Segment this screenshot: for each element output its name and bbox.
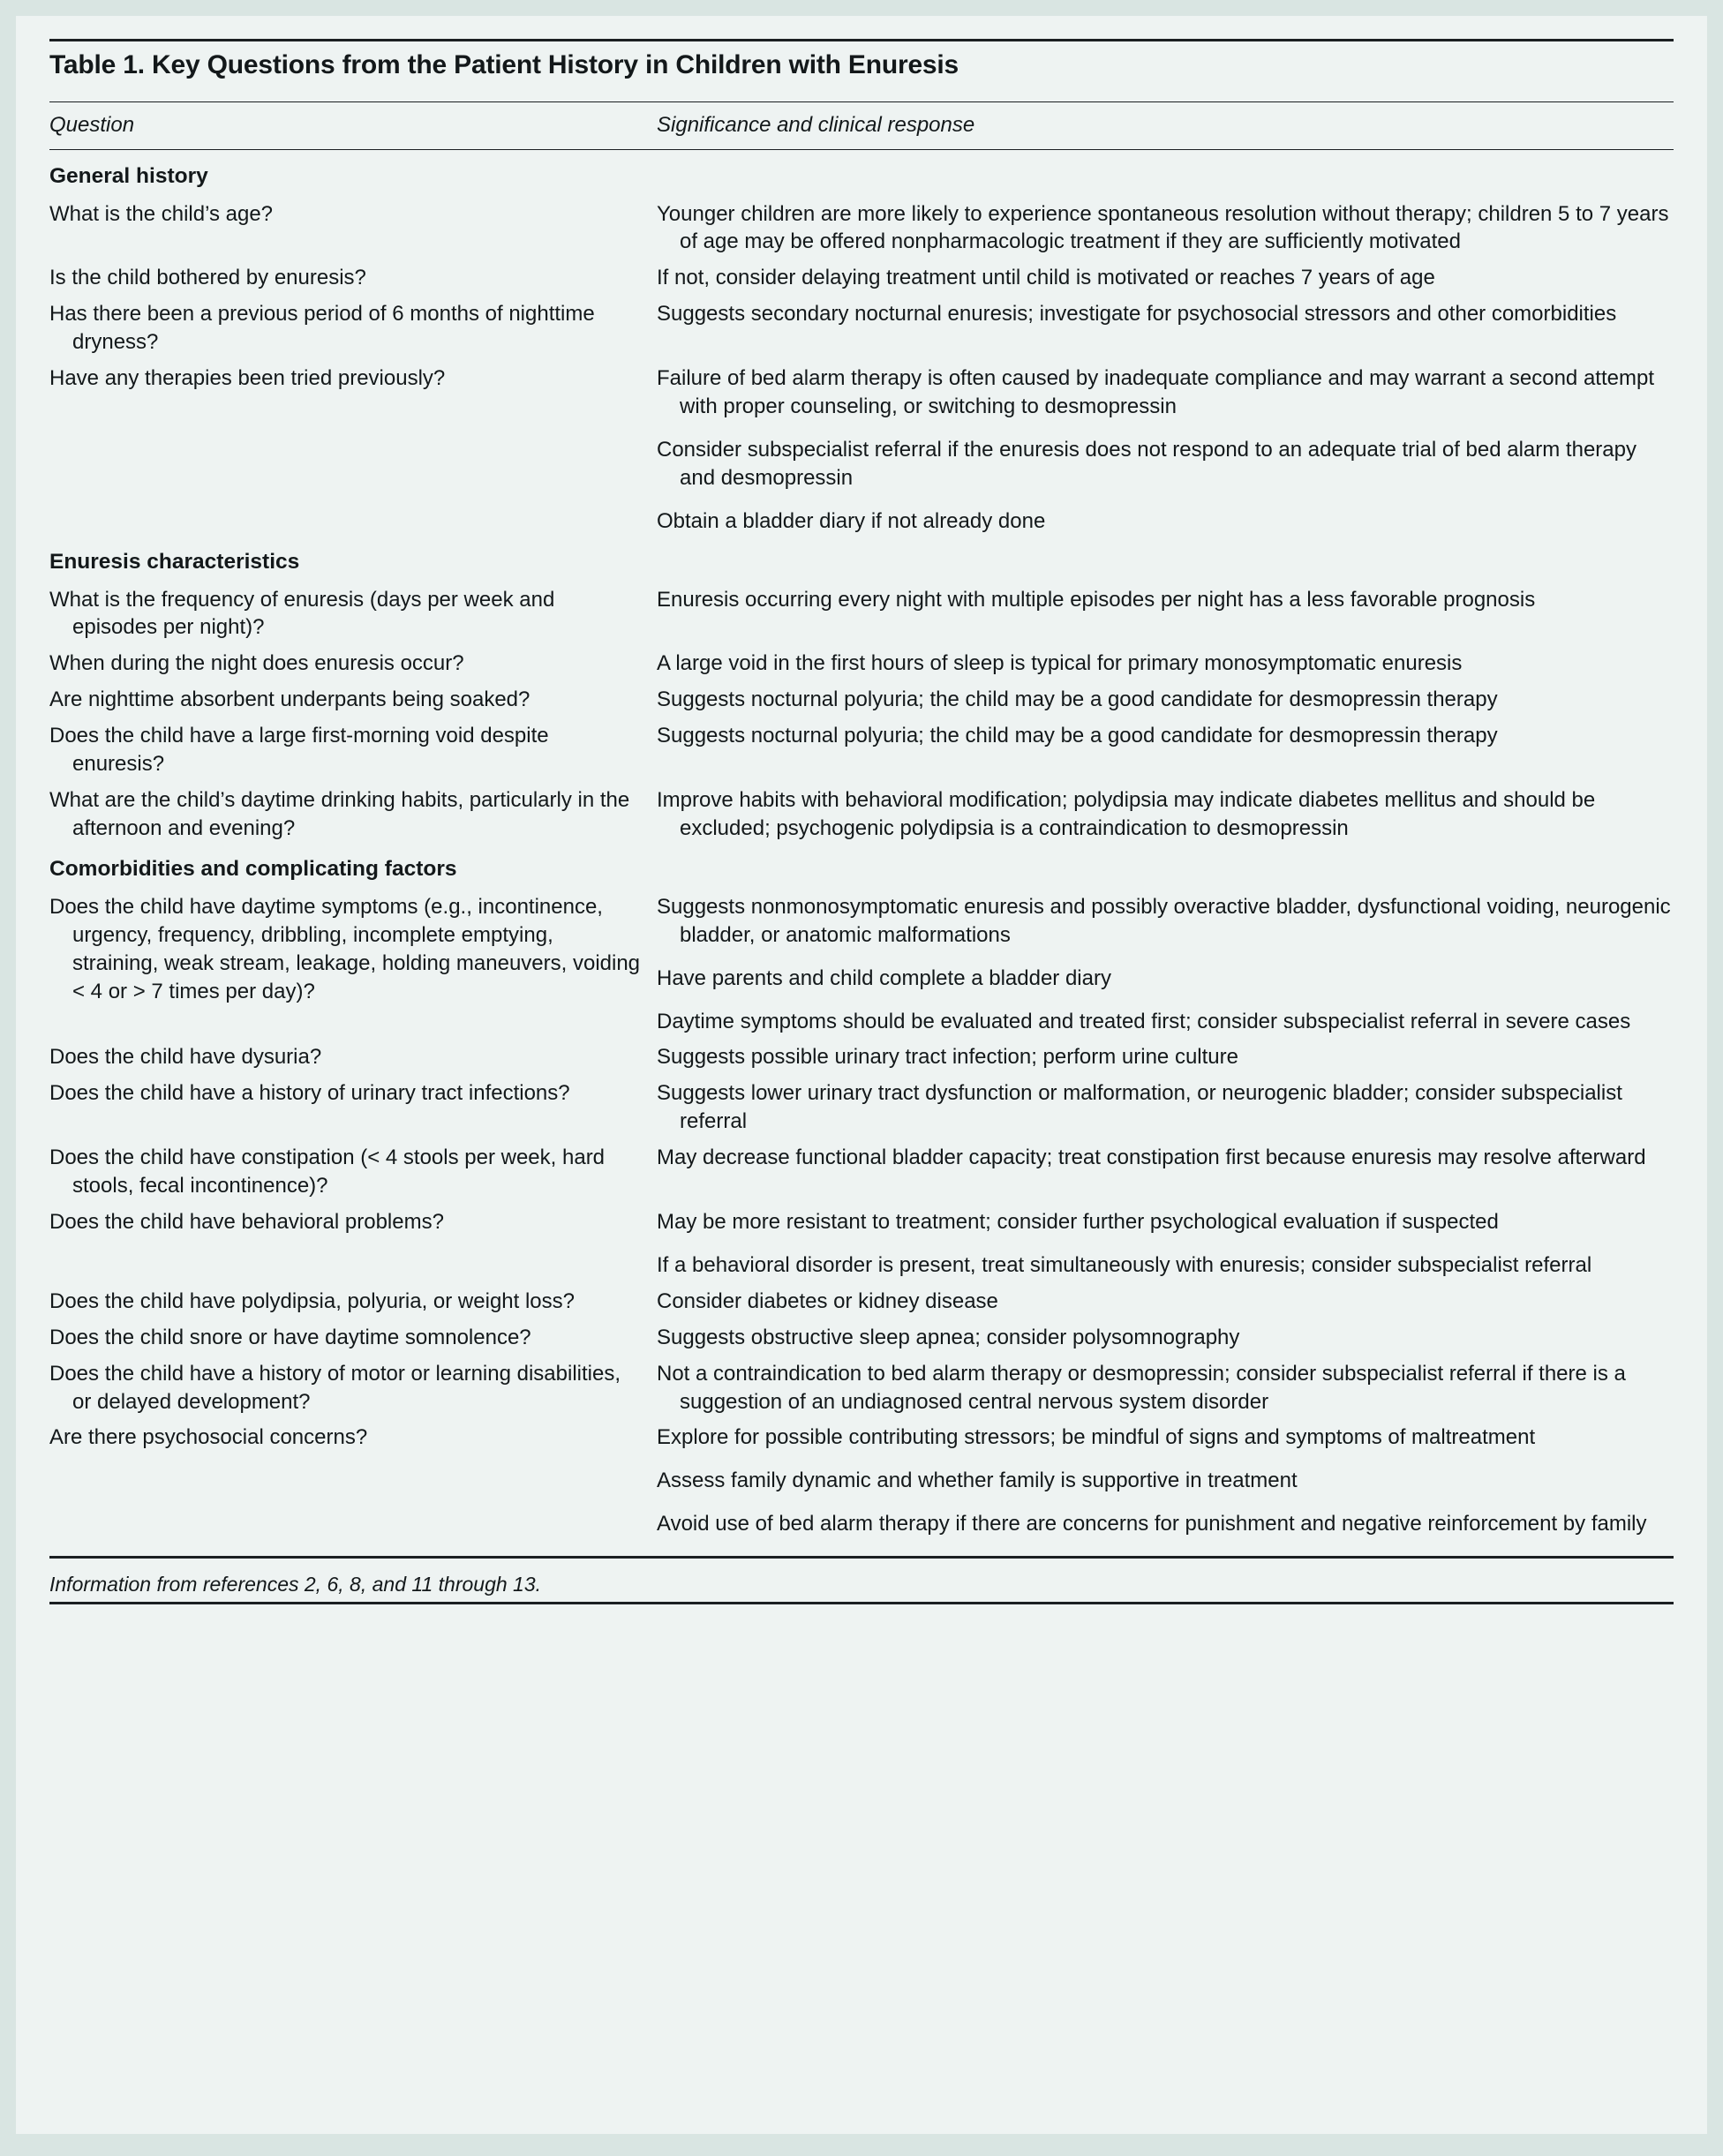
question-text: Does the child have a history of urinary tract infections? (49, 1081, 570, 1106)
response-cell (657, 300, 1674, 328)
question-cell (49, 586, 657, 642)
table-title: Table 1. Key Questions from the Patient History in Children with Enuresis (49, 50, 959, 79)
table-row (49, 1035, 1674, 1071)
response-list (657, 1043, 1674, 1071)
table-row (49, 714, 1674, 778)
question-cell (49, 200, 657, 229)
response-cell (657, 264, 1674, 292)
column-header-question-cell (49, 113, 657, 138)
response-list (657, 300, 1674, 328)
response-list (657, 893, 1674, 1036)
question-cell (49, 364, 657, 393)
response-list (657, 650, 1674, 678)
question-text: What is the child’s age? (49, 201, 274, 226)
response-cell (657, 722, 1674, 750)
response-text: Not a contraindication to bed alarm therapy or desmopressin; consider subspecialist referral if there is a suggestion of an undiagnosed central nervous system disorder (657, 1361, 1626, 1414)
response-text: Consider diabetes or kidney disease (657, 1288, 998, 1313)
response-cell (657, 200, 1674, 257)
response-text: Assess family dynamic and whether family is supportive in treatment (657, 1469, 1298, 1493)
response-text: Consider subspecialist referral if the enuresis does not respond to an adequate trial of bed alarm therapy and desmopressin (657, 437, 1636, 490)
response-cell (657, 893, 1674, 1036)
bottom-rule-wrap (49, 1538, 1674, 1559)
response-cell (657, 1144, 1674, 1172)
table-row (49, 192, 1674, 257)
response-text: Improve habits with behavioral modification; polydipsia may indicate diabetes mellitus and should be excluded; psychogenic polydipsia is a contraindication to desmopressin (657, 788, 1596, 840)
table-body (49, 150, 1674, 1539)
response-cell (657, 1324, 1674, 1352)
table-row (49, 1416, 1674, 1538)
question-cell (49, 893, 657, 1006)
response-text: May decrease functional bladder capacity; treat constipation first because enuresis may resolve afterward (657, 1146, 1646, 1170)
section-heading: General history (49, 163, 208, 188)
response-list (657, 722, 1674, 750)
question-cell (49, 650, 657, 678)
response-list (657, 1360, 1674, 1416)
question-text: What is the frequency of enuresis (days per week and episodes per night)? (49, 587, 555, 640)
response-text: Obtain a bladder diary if not already done (657, 508, 1046, 533)
response-cell (657, 1208, 1674, 1280)
question-cell (49, 1079, 657, 1108)
question-text: Does the child snore or have daytime somnolence? (49, 1325, 531, 1349)
column-header-significance: Significance and clinical response (657, 112, 975, 137)
table-row (49, 578, 1674, 642)
table-row (49, 885, 1674, 1036)
section-heading: Comorbidities and complicating factors (49, 856, 457, 881)
response-cell (657, 686, 1674, 714)
response-cell (657, 650, 1674, 678)
question-text: Are nighttime absorbent underpants being soaked? (49, 687, 530, 712)
question-cell (49, 1360, 657, 1416)
table-row (49, 778, 1674, 843)
response-cell (657, 586, 1674, 614)
question-text: Does the child have a history of motor or learning disabilities, or delayed development? (49, 1361, 621, 1414)
response-list (657, 586, 1674, 614)
question-text: Does the child have a large first-morning void despite enuresis? (49, 724, 549, 777)
table-row (49, 1200, 1674, 1280)
question-cell (49, 1288, 657, 1316)
response-text: Failure of bed alarm therapy is often caused by inadequate compliance and may warrant a second attempt with proper counseling, or switching to desmopressin (657, 366, 1654, 418)
table-row (49, 642, 1674, 678)
footer-rule (49, 1602, 1674, 1604)
response-cell (657, 1043, 1674, 1071)
response-cell (657, 1288, 1674, 1316)
response-cell (657, 364, 1674, 536)
question-text: Has there been a previous period of 6 months of nighttime dryness? (49, 302, 595, 355)
table-row (49, 1352, 1674, 1416)
response-text: Suggests obstructive sleep apnea; consider polysomnography (657, 1325, 1240, 1349)
response-text: Suggests possible urinary tract infection; perform urine culture (657, 1045, 1238, 1070)
response-cell (657, 786, 1674, 843)
response-text: Avoid use of bed alarm therapy if there are concerns for punishment and negative reinforcement by family (657, 1512, 1647, 1536)
question-text: Are there psychosocial concerns? (49, 1425, 368, 1450)
question-text: When during the night does enuresis occur? (49, 651, 464, 676)
response-text: A large void in the first hours of sleep is typical for primary monosymptomatic enuresis (657, 651, 1463, 676)
response-text: Younger children are more likely to experience spontaneous resolution without therapy; children 5 to 7 years of age may be offered nonpharmacologic treatment if they are sufficiently motivated (657, 201, 1669, 254)
column-header-significance-cell (657, 113, 1674, 138)
response-text: Daytime symptoms should be evaluated and treated first; consider subspecialist referral in severe cases (657, 1009, 1631, 1033)
response-text: Suggests lower urinary tract dysfunction or malformation, or neurogenic bladder; consider subspecialist referral (657, 1081, 1622, 1134)
column-headers (49, 102, 1674, 149)
question-cell (49, 1424, 657, 1452)
question-cell (49, 1324, 657, 1352)
question-text: Does the child have constipation (< 4 stools per week, hard stools, fecal incontinence)? (49, 1146, 606, 1198)
section-heading: Enuresis characteristics (49, 549, 300, 574)
table-row (49, 678, 1674, 714)
question-text: What are the child’s daytime drinking habits, particularly in the afternoon and evening? (49, 788, 630, 840)
question-text: Is the child bothered by enuresis? (49, 266, 366, 290)
table-card (16, 16, 1707, 2134)
table-row (49, 1071, 1674, 1136)
response-list (657, 364, 1674, 536)
response-text: May be more resistant to treatment; consider further psychological evaluation if suspected (657, 1209, 1499, 1234)
response-text: Enuresis occurring every night with multiple episodes per night has a less favorable prognosis (657, 587, 1536, 612)
question-cell (49, 686, 657, 714)
response-cell (657, 1424, 1674, 1538)
response-text: Have parents and child complete a bladder diary (657, 965, 1111, 990)
question-cell (49, 264, 657, 292)
question-cell (49, 1043, 657, 1071)
response-text: Suggests nocturnal polyuria; the child may be a good candidate for desmopressin therapy (657, 687, 1498, 712)
response-list (657, 1288, 1674, 1316)
response-list (657, 1079, 1674, 1136)
response-text: Suggests nonmonosymptomatic enuresis and possibly overactive bladder, dysfunctional voiding, neurogenic bladder, or anatomic malformations (657, 894, 1671, 947)
question-text: Does the child have dysuria? (49, 1045, 322, 1070)
question-cell (49, 786, 657, 843)
table-row (49, 1136, 1674, 1200)
response-text: Suggests secondary nocturnal enuresis; investigate for psychosocial stressors and other comorbidities (657, 302, 1617, 327)
response-cell (657, 1360, 1674, 1416)
response-cell (657, 1079, 1674, 1136)
question-text: Does the child have polydipsia, polyuria, or weight loss? (49, 1288, 575, 1313)
table-footnote: Information from references 2, 6, 8, and 11 through 13. (49, 1573, 542, 1596)
response-list (657, 686, 1674, 714)
question-cell (49, 300, 657, 357)
question-text: Have any therapies been tried previously? (49, 366, 446, 391)
table-row (49, 256, 1674, 292)
question-cell (49, 722, 657, 778)
response-text: If a behavioral disorder is present, treat simultaneously with enuresis; consider subspecialist referral (657, 1252, 1592, 1277)
response-text: If not, consider delaying treatment until child is motivated or reaches 7 years of age (657, 266, 1435, 290)
response-list (657, 1324, 1674, 1352)
response-text: Explore for possible contributing stressors; be mindful of signs and symptoms of maltreatment (657, 1425, 1536, 1450)
response-text: Suggests nocturnal polyuria; the child may be a good candidate for desmopressin therapy (657, 724, 1498, 748)
response-list (657, 1208, 1674, 1280)
response-list (657, 786, 1674, 843)
question-cell (49, 1208, 657, 1236)
question-text: Does the child have behavioral problems? (49, 1209, 444, 1234)
response-list (657, 200, 1674, 257)
response-list (657, 1424, 1674, 1538)
response-list (657, 264, 1674, 292)
table-row (49, 357, 1674, 536)
table-row (49, 292, 1674, 357)
column-header-question: Question (49, 112, 135, 137)
question-cell (49, 1144, 657, 1200)
response-list (657, 1144, 1674, 1172)
question-text: Does the child have daytime symptoms (e.g., incontinence, urgency, frequency, dribbling, incomplete emptying, straining, weak stream, leakage, holding maneuvers, voiding < 4 or > 7 times per day)? (49, 894, 641, 1003)
table-row (49, 1280, 1674, 1316)
table-row (49, 1316, 1674, 1352)
